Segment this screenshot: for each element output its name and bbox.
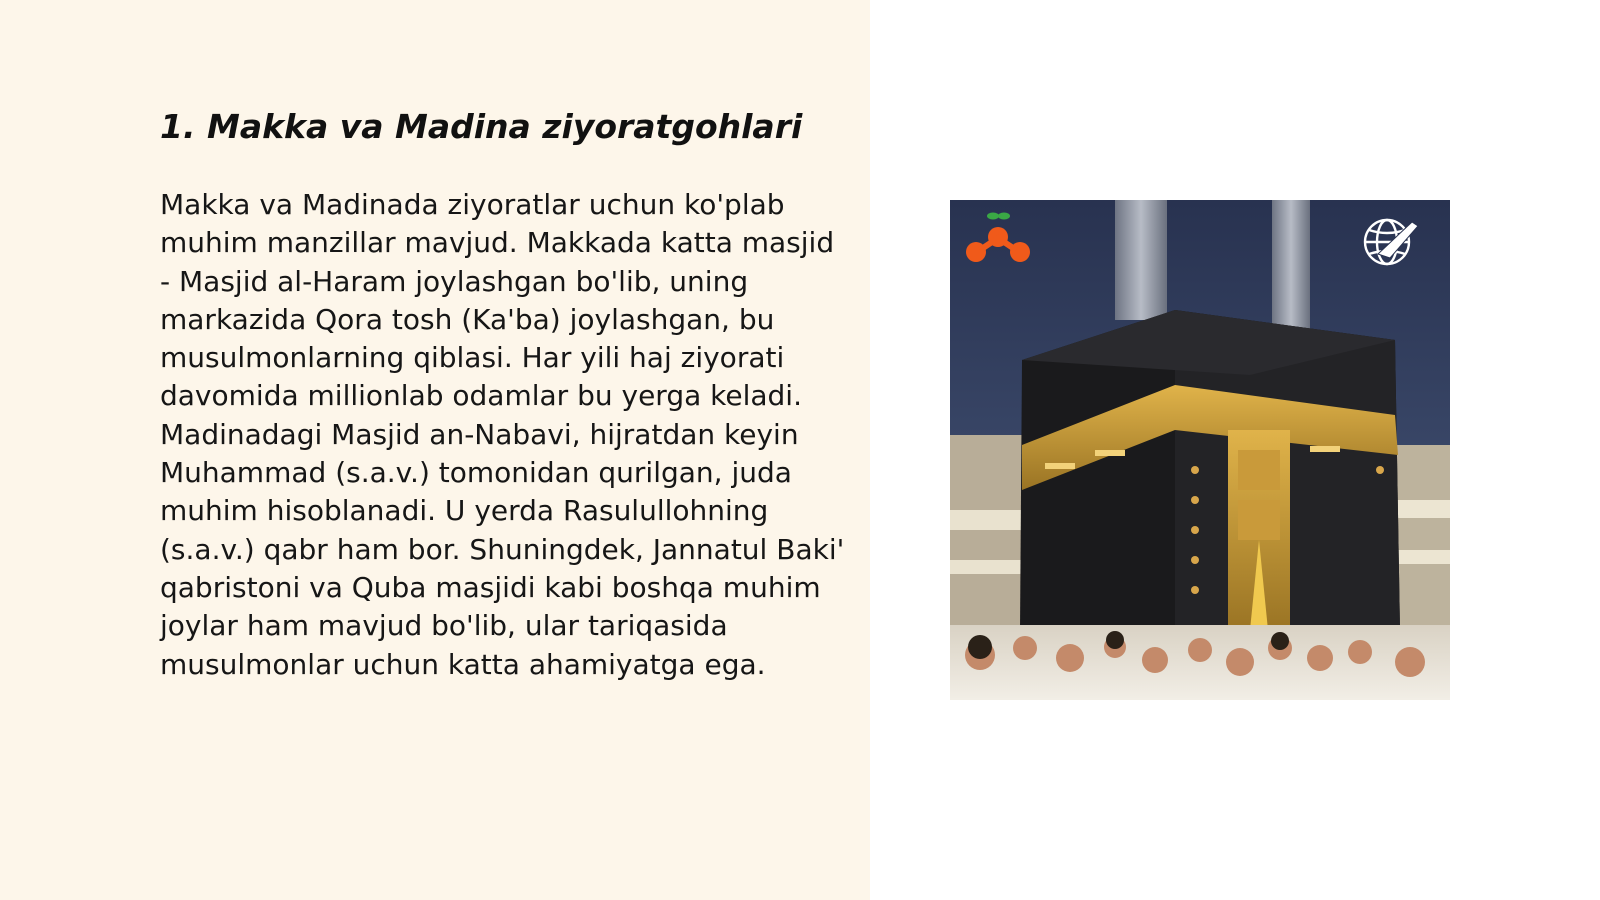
slide-title: 1. Makka va Madina ziyoratgohlari [160,107,803,146]
arcade-left [950,435,1030,635]
minaret-left [1115,200,1167,320]
minaret-right [1272,200,1310,335]
slide-body-text: Makka va Madinada ziyoratlar uchun ko'plab muhim manzillar mavjud. Makkada katta masjid - Masjid al-Haram joylashgan bo'lib, uning markazida Qora tosh (Ka'ba) joylashgan, bu musulmonlarning qiblasi. Har yili haj ziyorati davomida millionlab odamlar bu yerga keladi. Madinadagi Masjid an-Nabavi, hijratdan keyin Muhammad (s.a.v.) tomonidan qurilgan, juda muhim hisoblanadi. U yerda Rasulullohning (s.a.v.) qabr ham bor. Shuningdek, Jannatul Baki' qabristoni va Quba masjidi kabi boshqa muhim joylar ham mavjud bo'lib, ular tariqasida musulmonlar uchun katta ahamiyatga ega. [160,188,845,681]
kaaba-photo [950,200,1450,700]
